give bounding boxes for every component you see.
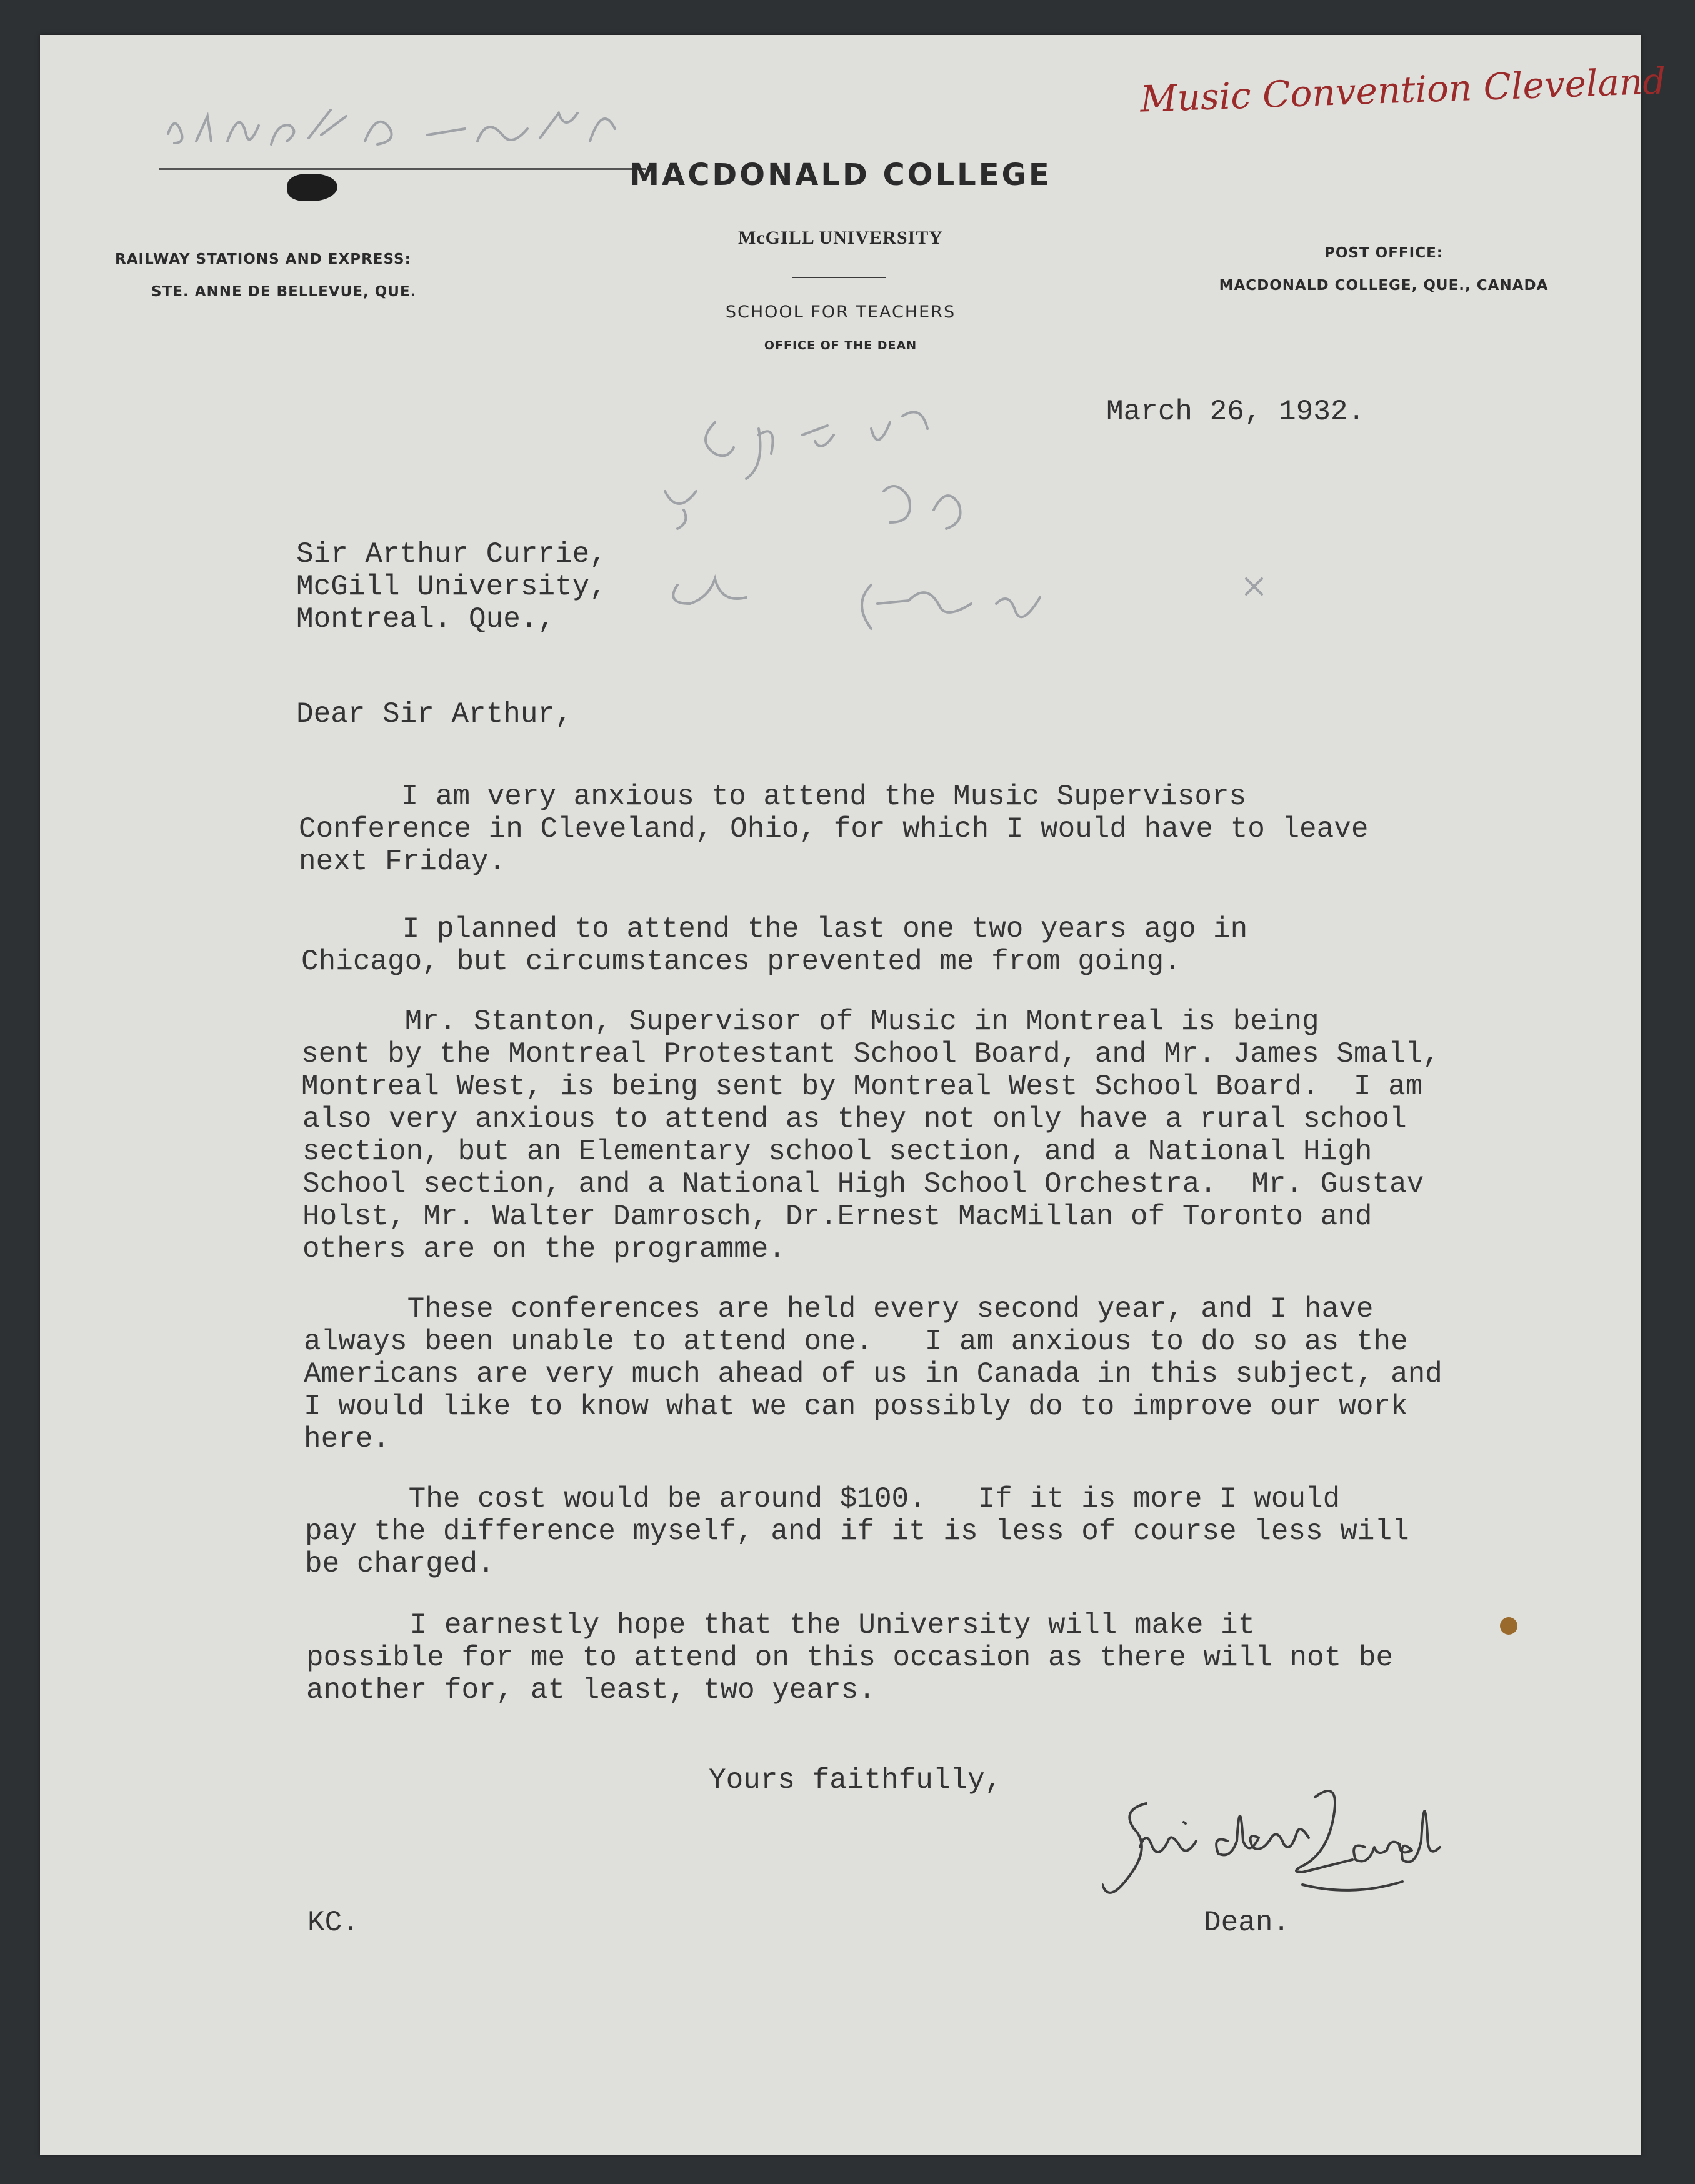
body-line: I am very anxious to attend the Music Supervisors — [298, 780, 1247, 813]
body-line: possible for me to attend on this occasion as there will not be — [306, 1642, 1394, 1674]
recipient-line: Sir Arthur Currie, — [296, 538, 607, 571]
body-line: Americans are very much ahead of us in Canada in this subject, and — [304, 1358, 1442, 1390]
body-line: section, but an Elementary school section, and a National High — [302, 1135, 1372, 1168]
body-line: Conference in Cleveland, Ohio, for which I would have to leave — [299, 813, 1369, 845]
railway-address: STE. ANNE DE BELLEVUE, QUE. — [151, 284, 417, 300]
body-line: I earnestly hope that the University will make it — [306, 1609, 1256, 1642]
university-name: McGILL UNIVERSITY — [738, 227, 943, 248]
body-line: another for, at least, two years. — [306, 1674, 876, 1707]
body-line: I would like to know what we can possibly do to improve our work — [304, 1390, 1408, 1423]
body-line: others are on the programme. — [302, 1233, 786, 1265]
salutation: Dear Sir Arthur, — [296, 698, 572, 730]
recipient-line: McGill University, — [296, 571, 607, 603]
body-line: be charged. — [305, 1548, 495, 1580]
body-line: I planned to attend the last one two years ago in — [299, 913, 1248, 945]
body-line: These conferences are held every second year, and I have — [304, 1293, 1374, 1325]
letter-date: March 26, 1932. — [1106, 396, 1366, 428]
typist-initials: KC. — [308, 1907, 359, 1939]
post-office-label: POST OFFICE: — [1324, 245, 1443, 261]
body-line: Mr. Stanton, Supervisor of Music in Montreal is being — [301, 1005, 1319, 1038]
college-name: MACDONALD COLLEGE — [629, 157, 1052, 192]
school-name: SCHOOL FOR TEACHERS — [725, 302, 956, 322]
body-line: pay the difference myself, and if it is less of course less will — [305, 1515, 1409, 1548]
body-line: here. — [304, 1423, 391, 1455]
body-line: Chicago, but circumstances prevented me from going. — [301, 945, 1181, 978]
letterhead-divider — [792, 277, 886, 278]
office-name: OFFICE OF THE DEAN — [764, 339, 918, 352]
body-line: The cost would be around $100. If it is more I would — [305, 1483, 1341, 1515]
railway-label: RAILWAY STATIONS AND EXPRESS: — [115, 251, 411, 267]
closing: Yours faithfully, — [709, 1764, 1002, 1797]
recipient-line: Montreal. Que., — [296, 603, 556, 636]
stain-spot — [1500, 1617, 1518, 1635]
signatory-title: Dean. — [1204, 1907, 1291, 1939]
post-office-address: MACDONALD COLLEGE, QUE., CANADA — [1219, 277, 1549, 294]
body-line: Holst, Mr. Walter Damrosch, Dr.Ernest MacMillan of Toronto and — [302, 1200, 1372, 1233]
body-line: always been unable to attend one. I am anxious to do so as the — [304, 1325, 1408, 1358]
body-line: also very anxious to attend as they not only have a rural school — [302, 1103, 1407, 1135]
body-line: sent by the Montreal Protestant School Board, and Mr. James Small, — [301, 1038, 1440, 1070]
body-line: Montreal West, is being sent by Montreal West School Board. I am — [301, 1070, 1423, 1103]
red-ink-annotation: Music Convention Cleveland — [1139, 59, 1667, 121]
body-line: School section, and a National High School Orchestra. Mr. Gustav — [302, 1168, 1424, 1200]
body-line: next Friday. — [299, 845, 506, 878]
handwritten-signature — [1102, 1760, 1552, 1947]
letter-sheet — [40, 35, 1667, 2155]
